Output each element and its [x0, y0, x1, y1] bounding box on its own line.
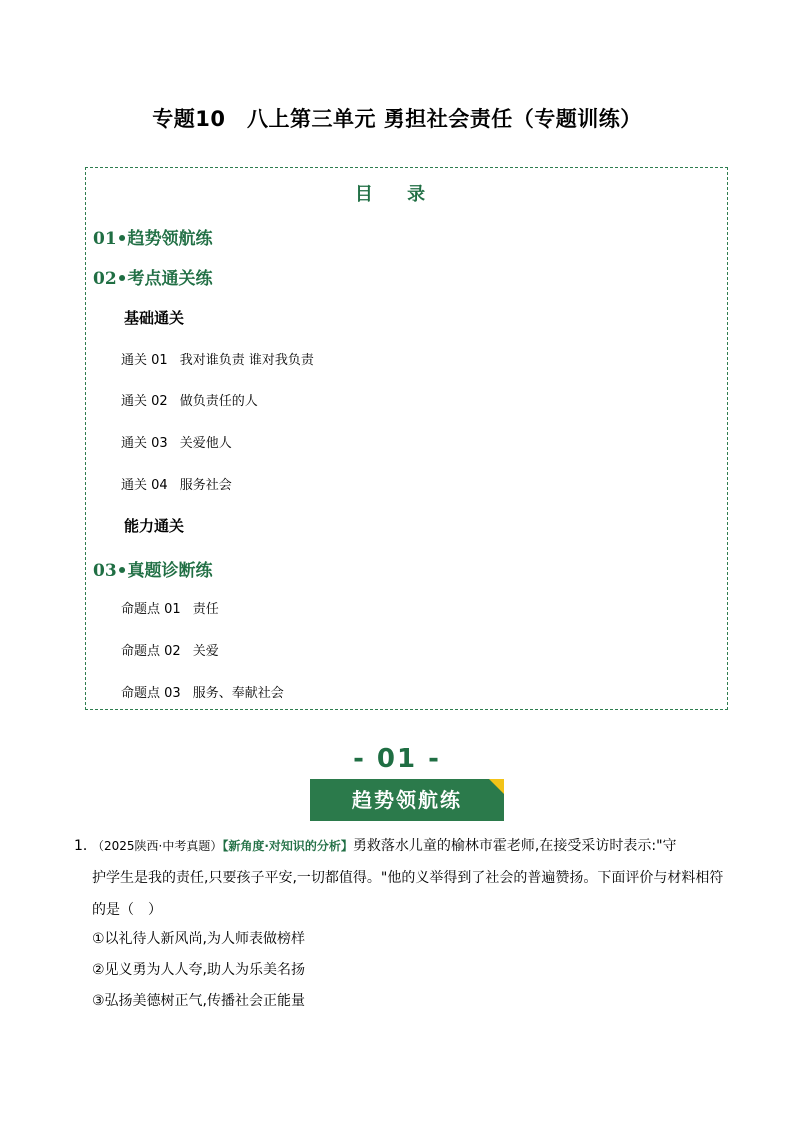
toc-item[interactable]: 命题点 01 责任 — [121, 602, 219, 617]
document-title: 专题10 八上第三单元 勇担社会责任（专题训练） — [152, 107, 642, 131]
toc-sub-basic[interactable]: 基础通关 — [124, 309, 185, 327]
toc-item[interactable]: 通关 04 服务社会 — [121, 478, 232, 493]
question-text-line: 的是（ ） — [92, 902, 162, 918]
answer-option: ①以礼待人新风尚,为人师表做榜样 — [92, 931, 306, 947]
section-number: - 01 - — [353, 744, 441, 774]
toc-item[interactable]: 命题点 03 服务、奉献社会 — [121, 686, 284, 701]
toc-section-1[interactable]: 01•趋势领航练 — [93, 229, 213, 249]
answer-option: ③弘扬美德树正气,传播社会正能量 — [92, 993, 306, 1009]
question-1 — [74, 830, 724, 926]
toc-section-3[interactable]: 03•真题诊断练 — [93, 561, 213, 581]
toc-item[interactable]: 命题点 02 关爱 — [121, 644, 219, 659]
toc-item[interactable]: 通关 01 我对谁负责 谁对我负责 — [121, 353, 314, 368]
answer-option: ②见义勇为人人夸,助人为乐美名扬 — [92, 962, 306, 978]
toc-section-2[interactable]: 02•考点通关练 — [93, 269, 213, 289]
question-source: （2025陕西·中考真题） — [92, 839, 223, 853]
toc-item[interactable]: 通关 03 关爱他人 — [121, 436, 232, 451]
question-number: 1． — [74, 838, 97, 854]
toc-item[interactable]: 通关 02 做负责任的人 — [121, 394, 258, 409]
toc-heading: 目 录 — [354, 184, 440, 205]
badge-corner-decoration — [489, 779, 504, 794]
question-text-line: 勇救落水儿童的榆林市霍老师,在接受采访时表示:"守 — [352, 838, 677, 854]
toc-sub-ability[interactable]: 能力通关 — [124, 517, 185, 535]
question-text-line: 护学生是我的责任,只要孩子平安,一切都值得。"他的义举得到了社会的普遍赞扬。下面评价与材料相符 — [92, 870, 724, 886]
section-label-badge: 趋势领航练 — [310, 779, 504, 821]
question-tag: 【新角度·对知识的分析】 — [222, 839, 353, 853]
